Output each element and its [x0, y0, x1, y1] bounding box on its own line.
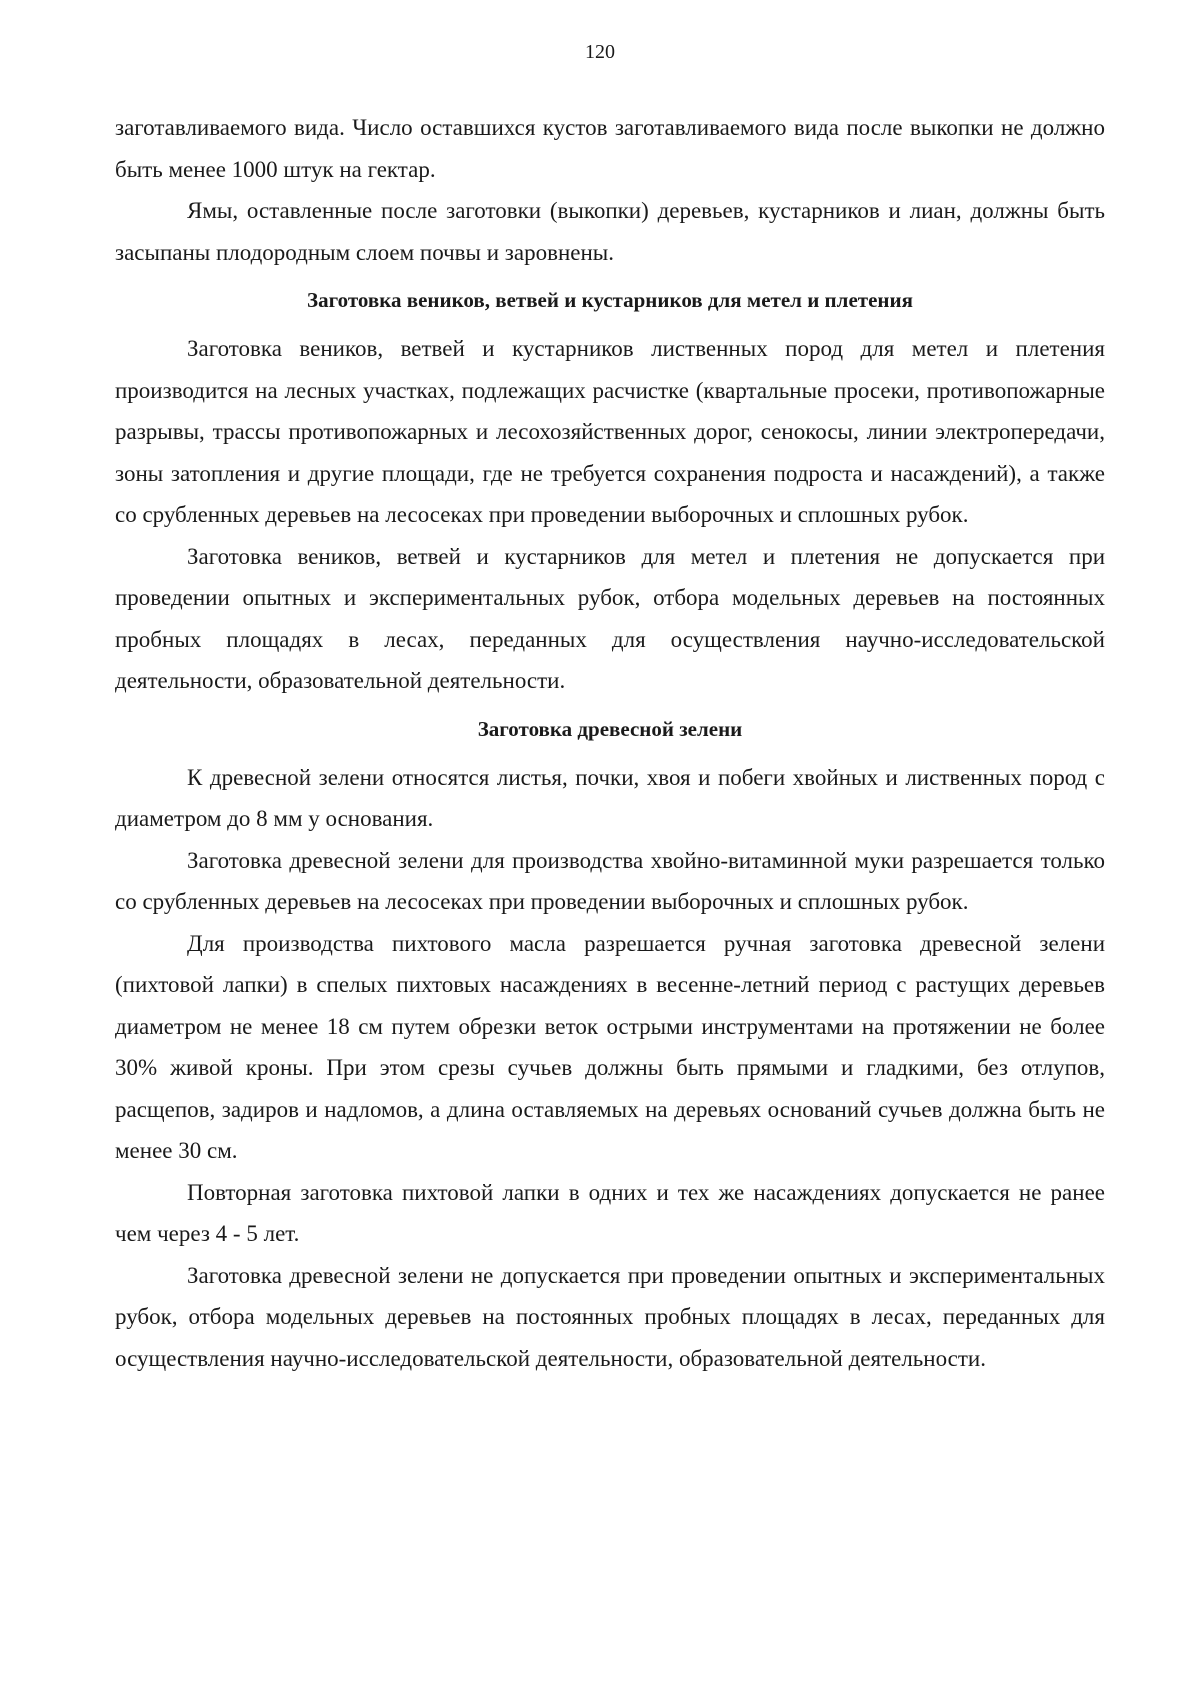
section-heading: Заготовка древесной зелени	[477, 716, 743, 741]
paragraph: К древесной зелени относятся листья, почки, хвоя и побеги хвойных и лиственных пород с диаметром до 8 мм у основания.	[115, 764, 1105, 831]
paragraph: Ямы, оставленные после заготовки (выкопки) деревьев, кустарников и лиан, должны быть засыпаны плодородным слоем почвы и заровнены.	[115, 198, 1105, 265]
paragraph: Заготовка древесной зелени для производства хвойно-витаминной муки разрешается только со срубленных деревьев на лесосеках при проведении выборочных и сплошных рубок.	[115, 847, 1105, 914]
page-number: 120	[585, 41, 615, 63]
document-body	[115, 107, 1105, 1379]
paragraph: Заготовка древесной зелени не допускается при проведении опытных и экспериментальных рубок, отбора модельных деревьев на постоянных пробных площадях в лесах, переданных для осуществления научно-исследовательской деятельности, образовательной деятельности.	[115, 1262, 1105, 1371]
paragraph: Для производства пихтового масла разрешается ручная заготовка древесной зелени (пихтовой лапки) в спелых пихтовых насаждениях в весенне-летний период с растущих деревьев диаметром не менее 18 см путем обрезки веток острыми инструментами на протяжении не более 30% живой кроны. При этом срезы сучьев должны быть прямыми и гладкими, без отлупов, расщепов, задиров и надломов, а длина оставляемых на деревьях оснований сучьев должна быть не менее 30 см.	[115, 930, 1105, 1163]
paragraph: Повторная заготовка пихтовой лапки в одних и тех же насаждениях допускается не ранее чем через 4 - 5 лет.	[115, 1179, 1105, 1246]
paragraph: Заготовка веников, ветвей и кустарников для метел и плетения не допускается при проведении опытных и экспериментальных рубок, отбора модельных деревьев на постоянных пробных площадях в лесах, переданных для осуществления научно-исследовательской деятельности, образовательной деятельности.	[115, 543, 1105, 693]
paragraph: Заготовка веников, ветвей и кустарников лиственных пород для метел и плетения производится на лесных участках, подлежащих расчистке (квартальные просеки, противопожарные разрывы, трассы противопожарных и лесохозяйственных дорог, сенокосы, линии электропередачи, зоны затопления и другие площади, где не требуется сохранения подроста и насаждений), а также со срубленных деревьев на лесосеках при проведении выборочных и сплошных рубок.	[115, 336, 1105, 527]
paragraph: заготавливаемого вида. Число оставшихся кустов заготавливаемого вида после выкопки не должно быть менее 1000 штук на гектар.	[115, 115, 1105, 182]
section-heading: Заготовка веников, ветвей и кустарников для метел и плетения	[307, 288, 913, 312]
